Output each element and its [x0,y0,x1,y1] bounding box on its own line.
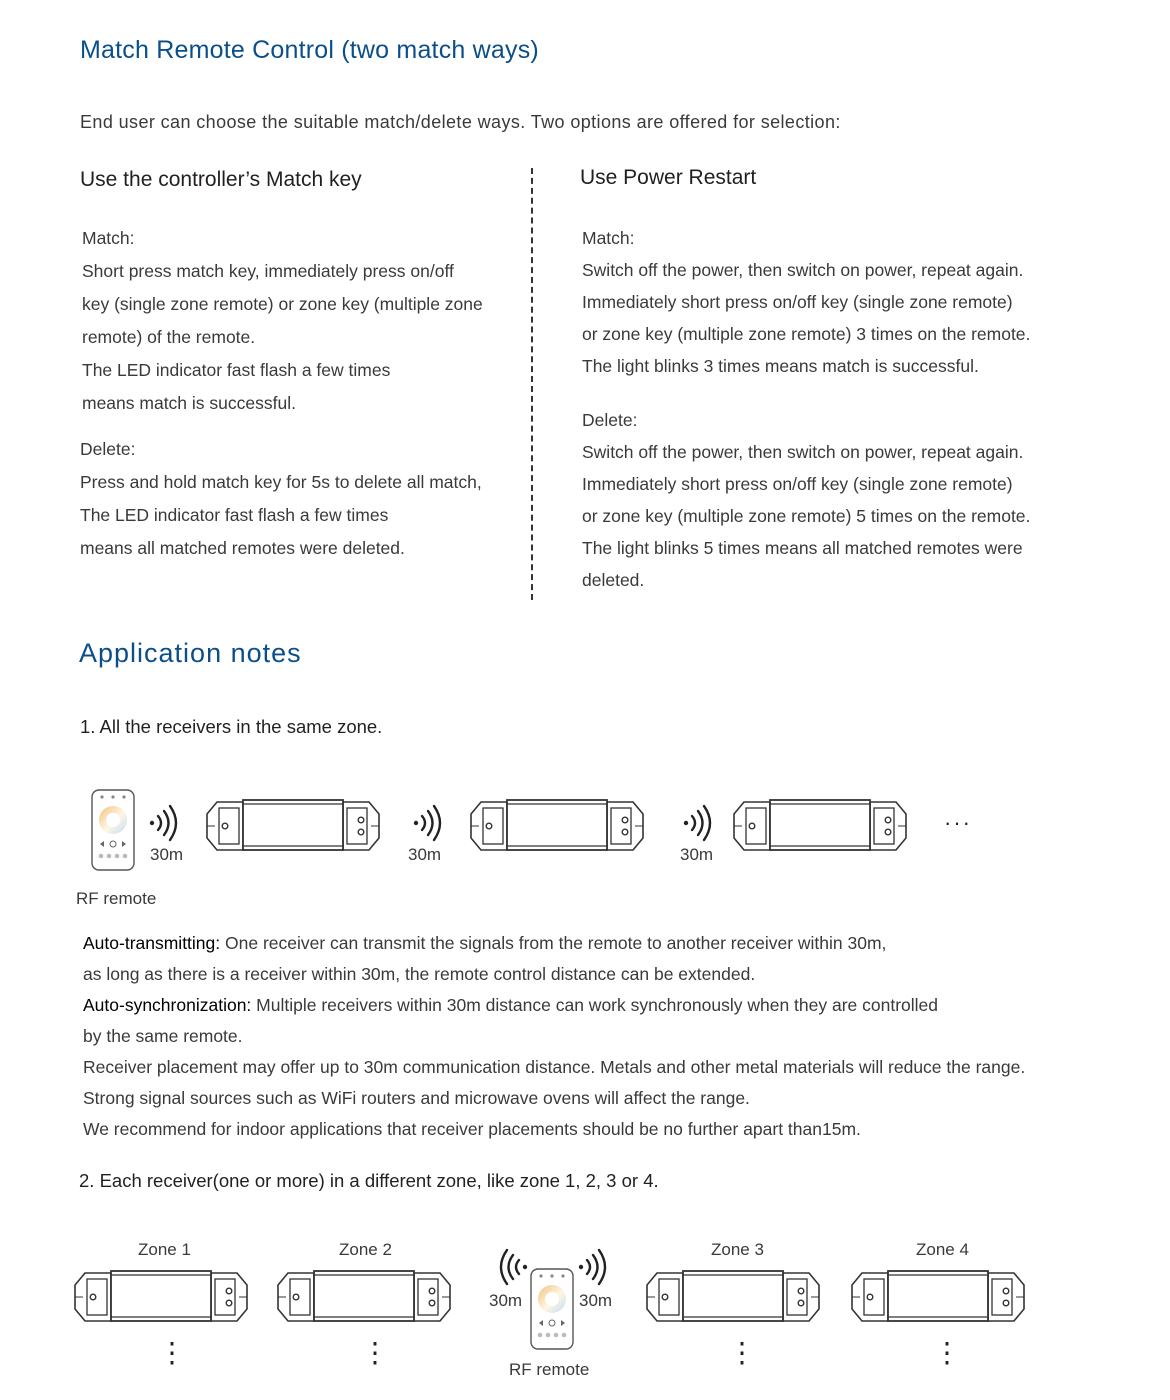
right-delete-label: Delete: [582,410,638,430]
receiver-device-icon [274,1269,454,1325]
section-title-application: Application notes [79,638,302,668]
rf-remote-icon [91,789,135,871]
note-line: We recommend for indoor applications that receiver placements should be no further apart than15m. [83,1119,861,1139]
right-delete-line: Immediately short press on/off key (single zone remote) [582,474,1013,494]
notes-block [83,928,1025,1145]
auto-transmitting-line-2: as long as there is a receiver within 30m, the remote control distance can be extended. [83,964,756,984]
receiver-device-icon [71,1269,251,1325]
left-match-line: means match is successful. [82,393,296,413]
right-match-block [582,222,1030,382]
right-match-label: Match: [582,228,635,248]
left-match-line: key (single zone remote) or zone key (multiple zone [82,294,483,314]
receiver-device-icon [848,1269,1028,1325]
step-2-heading: 2. Each receiver(one or more) in a different zone, like zone 1, 2, 3 or 4. [79,1170,659,1191]
auto-transmitting-text: One receiver can transmit the signals from the remote to another receiver within 30m, [220,933,887,953]
zone-label: Zone 3 [711,1240,764,1259]
note-line: Receiver placement may offer up to 30m communication distance. Metals and other metal materials will reduce the range. [83,1057,1026,1077]
right-delete-line: Switch off the power, then switch on power, repeat again. [582,442,1024,462]
left-delete-line: Press and hold match key for 5s to delete all match, [80,472,482,492]
left-match-label: Match: [82,228,135,248]
auto-sync-label: Auto-synchronization: [83,995,252,1015]
signal-waves-icon [495,1252,531,1284]
ellipsis: ··· [944,810,972,835]
intro-text: End user can choose the suitable match/delete ways. Two options are offered for selection: [80,112,841,132]
signal-waves-icon [150,808,186,840]
left-delete-line: The LED indicator fast flash a few times [80,505,389,525]
column-divider [531,168,533,600]
rf-remote-icon [530,1268,574,1350]
distance-label: 30m [150,845,184,864]
right-column-title: Use Power Restart [580,166,757,189]
left-match-line: remote) of the remote. [82,327,256,347]
section-title-match: Match Remote Control (two match ways) [80,36,539,64]
zone-label: Zone 1 [138,1240,191,1259]
right-match-line: Immediately short press on/off key (single zone remote) [582,292,1013,312]
distance-label: 30m [489,1291,523,1310]
distance-label: 30m [579,1291,613,1310]
distance-label: 30m [680,845,714,864]
note-line: Strong signal sources such as WiFi routers and microwave ovens will affect the range. [83,1088,750,1108]
left-match-line: Short press match key, immediately press on/off [82,261,454,281]
right-match-line: The light blinks 3 times means match is successful. [582,356,979,376]
left-delete-block [80,433,482,565]
signal-waves-icon [579,1252,615,1284]
auto-transmitting-label: Auto-transmitting: [83,933,221,953]
more-indicator: ⋮ [933,1337,961,1368]
rf-remote-label: RF remote [509,1360,590,1379]
more-indicator: ⋮ [158,1337,186,1368]
auto-sync-text: Multiple receivers within 30m distance can work synchronously when they are controlled [251,995,939,1015]
signal-waves-icon [414,808,450,840]
receiver-device-icon [203,798,383,854]
rf-remote-label: RF remote [76,889,157,908]
left-delete-label: Delete: [80,439,136,459]
right-delete-line: The light blinks 5 times means all matched remotes were [582,538,1023,558]
auto-sync-line [83,990,1025,1021]
right-match-line: or zone key (multiple zone remote) 3 times on the remote. [582,324,1031,344]
auto-sync-line-2: by the same remote. [83,1026,243,1046]
right-delete-block [582,404,1030,596]
right-delete-line: deleted. [582,570,645,590]
right-delete-line: or zone key (multiple zone remote) 5 times on the remote. [582,506,1031,526]
zone-label: Zone 2 [339,1240,392,1259]
distance-label: 30m [408,845,442,864]
left-match-block [82,222,483,420]
receiver-device-icon [730,798,910,854]
auto-transmitting-line [83,928,1025,959]
receiver-device-icon [643,1269,823,1325]
zone-label: Zone 4 [916,1240,969,1259]
receiver-device-icon [467,798,647,854]
left-column-title: Use the controller’s Match key [80,168,362,191]
signal-waves-icon [684,808,720,840]
step-1-heading: 1. All the receivers in the same zone. [80,716,383,737]
more-indicator: ⋮ [361,1337,389,1368]
left-match-line: The LED indicator fast flash a few times [82,360,391,380]
more-indicator: ⋮ [728,1337,756,1368]
right-match-line: Switch off the power, then switch on power, repeat again. [582,260,1024,280]
left-delete-line: means all matched remotes were deleted. [80,538,405,558]
